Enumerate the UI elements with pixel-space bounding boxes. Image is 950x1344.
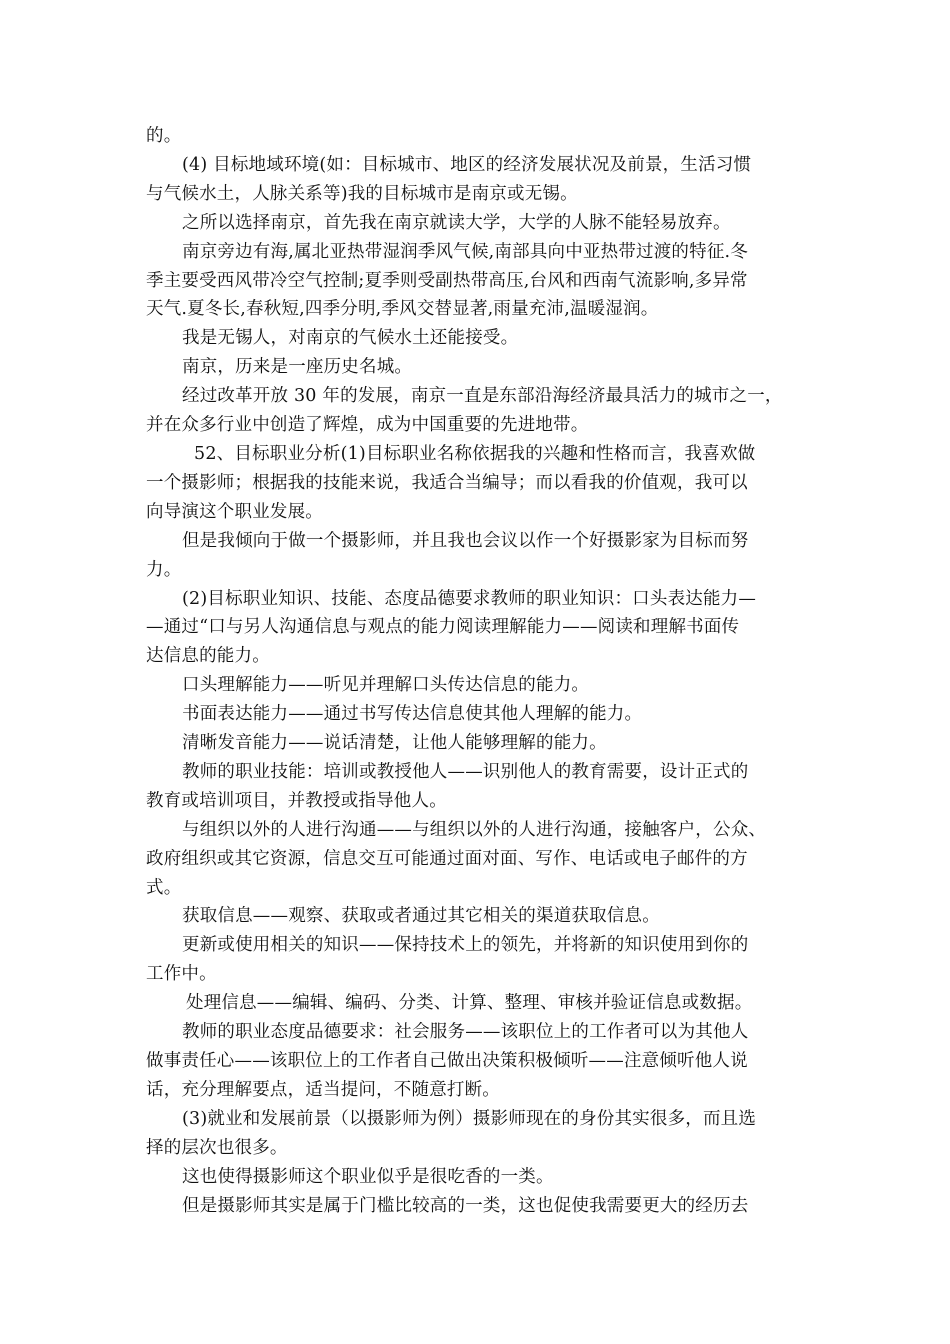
- text-line: 教师的职业技能：培训或教授他人——识别他人的教育需要，设计正式的: [182, 761, 749, 782]
- text-line: 教师的职业态度品德要求：社会服务——该职位上的工作者可以为其他人: [182, 1022, 749, 1043]
- text-line: 52、目标职业分析(1)目标职业名称依据我的兴趣和性格而言，我喜欢做: [194, 443, 756, 464]
- text-line: 择的层次也很多。: [146, 1137, 288, 1158]
- text-line: —通过“口与另人沟通信息与观点的能力阅读理解能力——阅读和理解书面传: [146, 617, 740, 638]
- text-line: 书面表达能力——通过书写传达信息使其他人理解的能力。: [182, 704, 643, 725]
- text-line: 清晰发音能力——说话清楚，让他人能够理解的能力。: [182, 733, 607, 754]
- text-line: 并在众多行业中创造了辉煌，成为中国重要的先进地带。: [146, 415, 589, 436]
- text-line: 的。: [146, 126, 182, 146]
- text-line: 与组织以外的人进行沟通——与组织以外的人进行沟通，接触客户，公众、: [182, 819, 767, 840]
- text-line: 向导演这个职业发展。: [146, 501, 323, 522]
- text-line: 之所以选择南京，首先我在南京就读大学，大学的人脉不能轻易放弃。: [182, 212, 731, 233]
- text-line: 获取信息——观察、获取或者通过其它相关的渠道获取信息。: [182, 906, 660, 927]
- text-line: 政府组织或其它资源，信息交互可能通过面对面、写作、电话或电子邮件的方: [146, 848, 748, 869]
- text-line: 季主要受西风带冷空气控制;夏季则受副热带高压,台风和西南气流影响,多异常: [146, 270, 748, 291]
- text-line: 但是摄影师其实是属于门槛比较高的一类，这也促使我需要更大的经历去: [182, 1195, 749, 1216]
- text-line: 达信息的能力。: [146, 646, 270, 667]
- text-line: 工作中。: [146, 964, 217, 985]
- text-line: 但是我倾向于做一个摄影师，并且我也会议以作一个好摄影家为目标而努: [182, 530, 749, 551]
- text-line: 一个摄影师；根据我的技能来说，我适合当编导；而以看我的价值观，我可以: [146, 472, 748, 493]
- text-line: 与气候水土，人脉关系等)我的目标城市是南京或无锡。: [146, 183, 578, 204]
- text-line: 做事责任心——该职位上的工作者自己做出决策积极倾听——注意倾听他人说: [146, 1051, 748, 1071]
- text-line: (4) 目标地域环境(如：目标城市、地区的经济发展状况及前景，生活习惯: [182, 154, 752, 175]
- text-line: 力。: [146, 559, 182, 580]
- text-line: 教育或培训项目，并教授或指导他人。: [146, 790, 447, 811]
- text-line: 口头理解能力——听见并理解口头传达信息的能力。: [182, 675, 590, 696]
- text-line: 我是无锡人，对南京的气候水土还能接受。: [182, 328, 519, 349]
- text-line: 这也使得摄影师这个职业似乎是很吃香的一类。: [182, 1166, 554, 1187]
- text-line: 经过改革开放 30 年的发展，南京一直是东部沿海经济最具活力的城市之一，: [182, 386, 783, 407]
- text-line: (3)就业和发展前景（以摄影师为例）摄影师现在的身份其实很多，而且选: [182, 1108, 757, 1129]
- document-body: [146, 122, 814, 1220]
- text-line: 南京，历来是一座历史名城。: [182, 357, 413, 378]
- text-line: 处理信息——编辑、编码、分类、计算、整理、审核并验证信息或数据。: [186, 993, 753, 1014]
- text-line: 式。: [146, 877, 182, 898]
- text-line: (2)目标职业知识、技能、态度品德要求教师的职业知识：口头表达能力—: [182, 588, 757, 609]
- text-line: 话，充分理解要点，适当提问，不随意打断。: [146, 1079, 500, 1100]
- text-line: 更新或使用相关的知识——保持技术上的领先，并将新的知识使用到你的: [182, 935, 749, 956]
- text-line: 天气.夏冬长,春秋短,四季分明,季风交替显著,雨量充沛,温暖湿润。: [146, 299, 659, 320]
- text-line: 南京旁边有海,属北亚热带湿润季风气候,南部具向中亚热带过渡的特征.冬: [182, 241, 748, 262]
